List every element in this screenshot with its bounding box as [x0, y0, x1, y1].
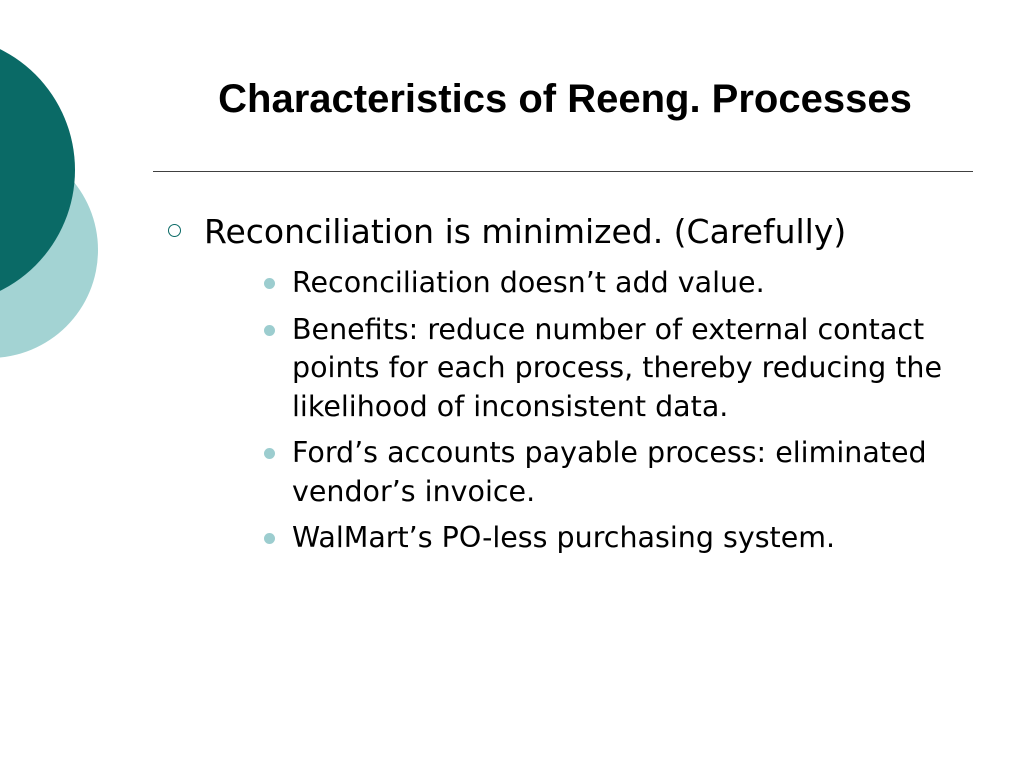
sub-bullet-item — [204, 311, 960, 427]
title-divider — [153, 171, 973, 172]
slide-title: Characteristics of Reeng. Processes — [218, 77, 912, 121]
bullet-level-1 — [160, 210, 960, 558]
filled-circle-icon — [264, 325, 275, 336]
sub-bullet-item — [204, 264, 960, 303]
filled-circle-icon — [264, 448, 275, 459]
decorative-circles — [0, 0, 140, 420]
bullet-text: Reconciliation is minimized. (Carefully) — [204, 212, 847, 251]
sub-bullet-item — [204, 434, 960, 511]
hollow-circle-icon — [168, 224, 181, 237]
slide-body — [160, 210, 960, 566]
sub-bullet-text: Benefits: reduce number of external contact points for each process, thereby reducing the likelihood of inconsistent data. — [292, 312, 943, 423]
sub-bullet-list — [204, 264, 960, 558]
sub-bullet-text: WalMart’s PO-less purchasing system. — [292, 521, 836, 554]
sub-bullet-text: Ford’s accounts payable process: eliminated vendor’s invoice. — [292, 436, 927, 508]
filled-circle-icon — [264, 533, 275, 544]
sub-bullet-item — [204, 519, 960, 558]
sub-bullet-text: Reconciliation doesn’t add value. — [292, 266, 765, 299]
filled-circle-icon — [264, 278, 275, 289]
